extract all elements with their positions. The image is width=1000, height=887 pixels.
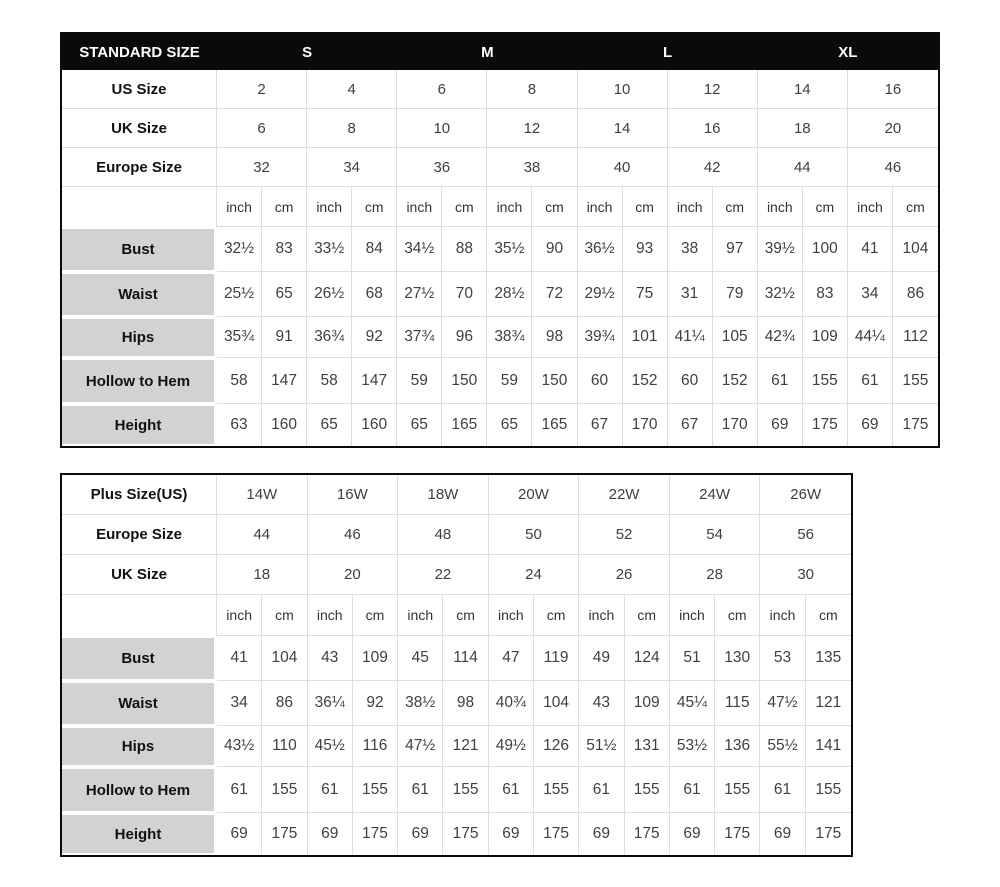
measure-value-cell: 155 [806,767,851,813]
measure-value-cell: 105 [713,317,758,358]
size-value-cell: 16 [848,70,938,109]
measure-value-cell: 155 [353,767,398,813]
table-row [62,636,851,681]
measure-value-cell: 75 [623,272,668,317]
size-value-cell: 18W [398,475,489,515]
measure-value-cell: 115 [715,681,760,726]
table-row [62,70,938,109]
measure-value-cell: 79 [713,272,758,317]
measure-value-cell: 38¾ [487,317,532,358]
measure-row-label: Waist [62,272,217,317]
unit-cell: cm [625,595,670,636]
measure-value-cell: 41¼ [668,317,713,358]
measure-value-cell: 32½ [758,272,803,317]
measure-value-cell: 43 [579,681,624,726]
measure-value-cell: 65 [307,404,352,446]
measure-value-cell: 35½ [487,227,532,272]
unit-cell: inch [308,595,353,636]
measure-value-cell: 104 [893,227,938,272]
measure-value-cell: 130 [715,636,760,681]
size-value-cell: 16W [308,475,399,515]
measure-value-cell: 114 [443,636,488,681]
measure-value-cell: 65 [487,404,532,446]
measure-value-cell: 61 [489,767,534,813]
unit-cell: cm [353,595,398,636]
measure-value-cell: 69 [760,813,805,855]
size-value-cell: 14 [578,109,668,148]
table-row [62,358,938,404]
measure-value-cell: 92 [352,317,397,358]
measure-value-cell: 131 [625,726,670,767]
unit-cell: cm [534,595,579,636]
table-row [62,767,851,813]
unit-cell: cm [893,187,938,227]
measure-value-cell: 39½ [758,227,803,272]
size-row-label: Europe Size [62,515,217,555]
measure-value-cell: 175 [803,404,848,446]
measure-value-cell: 29½ [578,272,623,317]
measure-value-cell: 34 [848,272,893,317]
measure-value-cell: 26½ [307,272,352,317]
unit-cell: cm [532,187,577,227]
measure-value-cell: 25½ [217,272,262,317]
measure-value-cell: 70 [442,272,487,317]
unit-cell: cm [806,595,851,636]
measure-row-label: Hollow to Hem [62,358,217,404]
size-value-cell: 28 [670,555,761,595]
measure-value-cell: 155 [262,767,307,813]
measure-value-cell: 96 [442,317,487,358]
measure-value-cell: 100 [803,227,848,272]
unit-cell: inch [217,595,262,636]
measure-value-cell: 44¼ [848,317,893,358]
measure-value-cell: 97 [713,227,758,272]
measure-value-cell: 45½ [308,726,353,767]
measure-value-cell: 60 [668,358,713,404]
unit-cell: inch [307,187,352,227]
measure-value-cell: 93 [623,227,668,272]
measure-value-cell: 155 [443,767,488,813]
measure-value-cell: 34 [217,681,262,726]
measure-value-cell: 98 [443,681,488,726]
measure-value-cell: 155 [715,767,760,813]
measure-value-cell: 34½ [397,227,442,272]
unit-cell: inch [489,595,534,636]
unit-cell: inch [217,187,262,227]
measure-value-cell: 175 [353,813,398,855]
measure-value-cell: 175 [625,813,670,855]
measure-value-cell: 33½ [307,227,352,272]
measure-value-cell: 165 [532,404,577,446]
measure-value-cell: 36½ [578,227,623,272]
size-value-cell: 20 [308,555,399,595]
measure-value-cell: 61 [398,767,443,813]
table-row [62,681,851,726]
measure-value-cell: 45¼ [670,681,715,726]
size-value-cell: 2 [217,70,307,109]
measure-value-cell: 126 [534,726,579,767]
measure-value-cell: 51 [670,636,715,681]
measure-value-cell: 53 [760,636,805,681]
measure-value-cell: 39¾ [578,317,623,358]
size-value-cell: 36 [397,148,487,187]
measure-value-cell: 112 [893,317,938,358]
measure-value-cell: 72 [532,272,577,317]
measure-value-cell: 83 [262,227,307,272]
size-value-cell: 38 [487,148,577,187]
measure-value-cell: 109 [625,681,670,726]
measure-value-cell: 41 [217,636,262,681]
unit-cell: inch [668,187,713,227]
unit-cell: cm [352,187,397,227]
measure-value-cell: 92 [353,681,398,726]
measure-row-label: Hips [62,726,217,767]
size-value-cell: 26W [760,475,851,515]
size-value-cell: 50 [489,515,580,555]
measure-value-cell: 160 [352,404,397,446]
size-group-label: M [397,34,577,70]
table-row [62,272,938,317]
size-value-cell: 4 [307,70,397,109]
size-group-label: L [578,34,758,70]
measure-value-cell: 53½ [670,726,715,767]
unit-cell: inch [579,595,624,636]
size-value-cell: 18 [758,109,848,148]
size-value-cell: 48 [398,515,489,555]
measure-value-cell: 124 [625,636,670,681]
measure-value-cell: 67 [578,404,623,446]
measure-row-label: Waist [62,681,217,726]
measure-value-cell: 43 [308,636,353,681]
measure-value-cell: 43½ [217,726,262,767]
unit-cell: cm [262,187,307,227]
measure-value-cell: 37¾ [397,317,442,358]
measure-value-cell: 59 [397,358,442,404]
measure-value-cell: 155 [625,767,670,813]
size-value-cell: 10 [578,70,668,109]
measure-value-cell: 69 [398,813,443,855]
measure-value-cell: 155 [534,767,579,813]
measure-value-cell: 170 [623,404,668,446]
measure-value-cell: 61 [217,767,262,813]
table-row [62,555,851,595]
measure-value-cell: 38 [668,227,713,272]
measure-value-cell: 136 [715,726,760,767]
size-value-cell: 40 [578,148,668,187]
unit-cell: inch [487,187,532,227]
measure-value-cell: 63 [217,404,262,446]
unit-cell: inch [398,595,443,636]
measure-value-cell: 49 [579,636,624,681]
measure-value-cell: 55½ [760,726,805,767]
table-row [62,726,851,767]
measure-value-cell: 104 [534,681,579,726]
size-row-label: Europe Size [62,148,217,187]
measure-value-cell: 165 [442,404,487,446]
measure-value-cell: 175 [715,813,760,855]
size-value-cell: 8 [307,109,397,148]
measure-value-cell: 32½ [217,227,262,272]
unit-cell: cm [715,595,760,636]
measure-value-cell: 83 [803,272,848,317]
unit-cell: inch [670,595,715,636]
measure-value-cell: 61 [760,767,805,813]
measure-value-cell: 155 [803,358,848,404]
size-group-label: XL [758,34,938,70]
table-row [62,813,851,855]
measure-value-cell: 35¾ [217,317,262,358]
size-value-cell: 20 [848,109,938,148]
unit-row-label [62,595,217,636]
size-group-label: S [217,34,397,70]
size-value-cell: 52 [579,515,670,555]
size-value-cell: 8 [487,70,577,109]
size-value-cell: 6 [397,70,487,109]
unit-cell: inch [758,187,803,227]
size-value-cell: 24 [489,555,580,595]
measure-value-cell: 61 [848,358,893,404]
unit-cell: cm [803,187,848,227]
measure-row-label: Height [62,813,217,855]
size-value-cell: 56 [760,515,851,555]
size-row-label: US Size [62,70,217,109]
table-title: STANDARD SIZE [62,34,217,70]
size-value-cell: 20W [489,475,580,515]
measure-row-label: Bust [62,227,217,272]
measure-value-cell: 38½ [398,681,443,726]
unit-cell: inch [760,595,805,636]
measure-value-cell: 104 [262,636,307,681]
measure-value-cell: 170 [713,404,758,446]
measure-value-cell: 101 [623,317,668,358]
measure-value-cell: 91 [262,317,307,358]
measure-value-cell: 90 [532,227,577,272]
size-value-cell: 22 [398,555,489,595]
size-value-cell: 44 [758,148,848,187]
measure-value-cell: 175 [806,813,851,855]
measure-row-label: Hollow to Hem [62,767,217,813]
table-row [62,515,851,555]
size-value-cell: 34 [307,148,397,187]
standard-size-table [60,32,940,448]
measure-value-cell: 40¾ [489,681,534,726]
measure-value-cell: 69 [758,404,803,446]
plus-size-table [60,473,853,857]
measure-value-cell: 36¾ [307,317,352,358]
measure-value-cell: 28½ [487,272,532,317]
measure-value-cell: 49½ [489,726,534,767]
size-value-cell: 16 [668,109,758,148]
measure-value-cell: 58 [307,358,352,404]
measure-value-cell: 155 [893,358,938,404]
measure-value-cell: 141 [806,726,851,767]
measure-value-cell: 58 [217,358,262,404]
unit-cell: cm [713,187,758,227]
measure-value-cell: 60 [578,358,623,404]
measure-value-cell: 36¼ [308,681,353,726]
measure-value-cell: 51½ [579,726,624,767]
measure-value-cell: 84 [352,227,397,272]
size-row-label: UK Size [62,555,217,595]
measure-value-cell: 135 [806,636,851,681]
measure-value-cell: 175 [893,404,938,446]
table-row [62,148,938,187]
measure-value-cell: 88 [442,227,487,272]
size-value-cell: 22W [579,475,670,515]
measure-value-cell: 65 [262,272,307,317]
measure-value-cell: 45 [398,636,443,681]
measure-value-cell: 116 [353,726,398,767]
unit-cell: cm [623,187,668,227]
measure-value-cell: 61 [579,767,624,813]
measure-value-cell: 98 [532,317,577,358]
measure-row-label: Height [62,404,217,446]
measure-value-cell: 69 [217,813,262,855]
measure-value-cell: 150 [442,358,487,404]
measure-value-cell: 27½ [397,272,442,317]
measure-value-cell: 109 [353,636,398,681]
measure-value-cell: 69 [848,404,893,446]
measure-value-cell: 175 [534,813,579,855]
size-value-cell: 46 [308,515,399,555]
size-value-cell: 44 [217,515,308,555]
table-row [62,34,938,70]
measure-value-cell: 175 [443,813,488,855]
measure-value-cell: 61 [308,767,353,813]
size-value-cell: 6 [217,109,307,148]
measure-value-cell: 59 [487,358,532,404]
unit-cell: inch [578,187,623,227]
table-row [62,227,938,272]
measure-value-cell: 110 [262,726,307,767]
measure-value-cell: 47 [489,636,534,681]
measure-row-label: Bust [62,636,217,681]
unit-cell: cm [443,595,488,636]
size-value-cell: 14 [758,70,848,109]
table-row [62,475,851,515]
unit-cell: inch [397,187,442,227]
measure-value-cell: 152 [623,358,668,404]
measure-value-cell: 86 [262,681,307,726]
unit-cell: cm [442,187,487,227]
measure-value-cell: 47½ [398,726,443,767]
size-value-cell: 30 [760,555,851,595]
size-value-cell: 12 [487,109,577,148]
measure-value-cell: 31 [668,272,713,317]
measure-value-cell: 86 [893,272,938,317]
size-value-cell: 54 [670,515,761,555]
table-row [62,109,938,148]
measure-value-cell: 69 [579,813,624,855]
table-row [62,404,938,446]
table-row [62,187,938,227]
measure-value-cell: 68 [352,272,397,317]
size-value-cell: 12 [668,70,758,109]
size-value-cell: 24W [670,475,761,515]
measure-value-cell: 119 [534,636,579,681]
measure-value-cell: 121 [443,726,488,767]
measure-value-cell: 121 [806,681,851,726]
table-row [62,317,938,358]
size-row-label: Plus Size(US) [62,475,217,515]
measure-value-cell: 47½ [760,681,805,726]
size-value-cell: 26 [579,555,670,595]
measure-value-cell: 175 [262,813,307,855]
size-value-cell: 42 [668,148,758,187]
size-value-cell: 46 [848,148,938,187]
size-value-cell: 18 [217,555,308,595]
measure-value-cell: 41 [848,227,893,272]
measure-value-cell: 109 [803,317,848,358]
size-value-cell: 10 [397,109,487,148]
measure-value-cell: 69 [489,813,534,855]
measure-value-cell: 61 [758,358,803,404]
measure-row-label: Hips [62,317,217,358]
measure-value-cell: 160 [262,404,307,446]
unit-cell: inch [848,187,893,227]
unit-row-label [62,187,217,227]
size-row-label: UK Size [62,109,217,148]
unit-cell: cm [262,595,307,636]
measure-value-cell: 69 [670,813,715,855]
measure-value-cell: 61 [670,767,715,813]
measure-value-cell: 65 [397,404,442,446]
measure-value-cell: 150 [532,358,577,404]
table-row [62,595,851,636]
measure-value-cell: 69 [308,813,353,855]
size-value-cell: 32 [217,148,307,187]
measure-value-cell: 147 [352,358,397,404]
measure-value-cell: 152 [713,358,758,404]
measure-value-cell: 42¾ [758,317,803,358]
measure-value-cell: 67 [668,404,713,446]
size-value-cell: 14W [217,475,308,515]
measure-value-cell: 147 [262,358,307,404]
